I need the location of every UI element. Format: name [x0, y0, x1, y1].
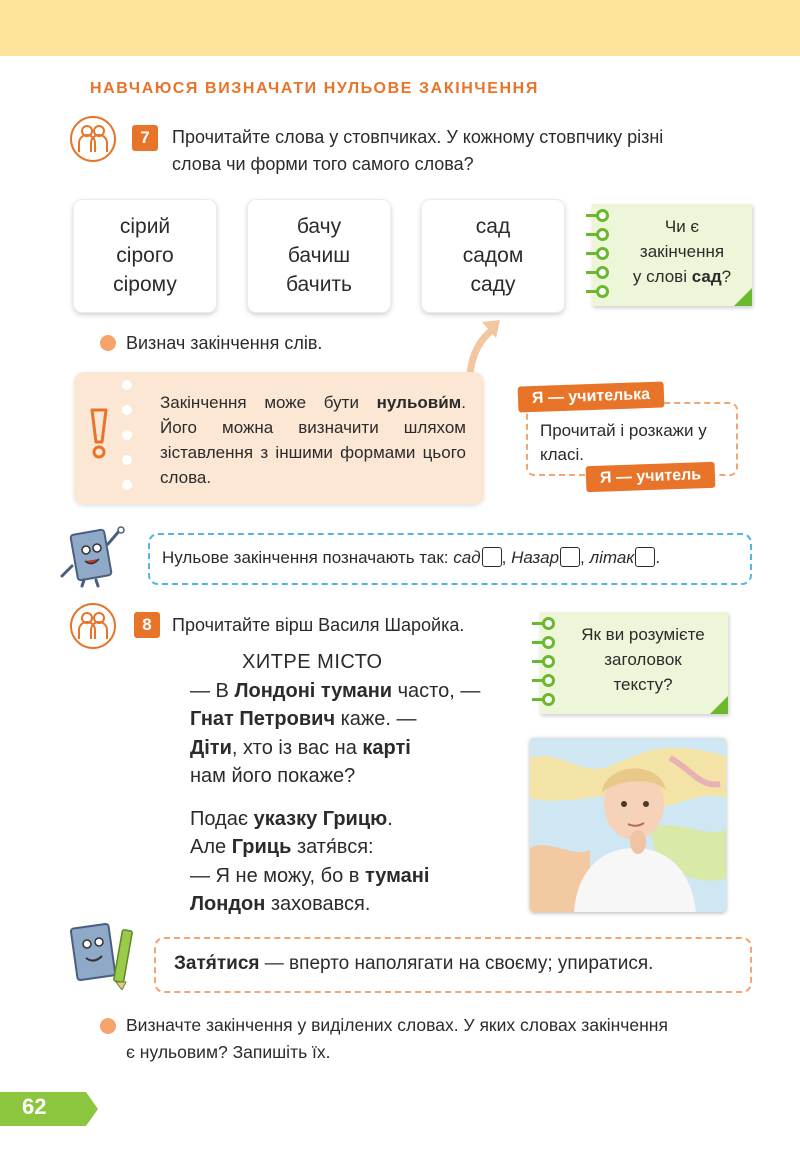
note-text: ?	[721, 267, 732, 286]
example-word: літак	[589, 548, 635, 567]
book-mascot-icon	[58, 526, 130, 588]
word-card-siryi	[74, 200, 216, 312]
zero-ending-square	[560, 547, 580, 567]
final-task-text	[126, 1012, 668, 1066]
poem-text: , хто із вас на	[231, 736, 363, 759]
zero-ending-text	[162, 546, 660, 570]
card-word: бачить	[286, 273, 352, 296]
banner-teacher-male: Я — учитель	[586, 462, 716, 492]
page-number: 62	[22, 1094, 47, 1119]
card-word: сад	[475, 215, 511, 238]
note-line: тексту?	[613, 675, 673, 694]
pair-work-icon	[70, 116, 116, 162]
rule-text-part: . Його можна визначити шляхом зіставлення з іншими формами цього слова.	[160, 393, 466, 487]
definition-term: Затя́тися	[174, 953, 260, 974]
final-task-line: є нульовим? Запишіть їх.	[126, 1042, 331, 1062]
separator: ,	[580, 548, 590, 567]
question-note-title-text	[562, 622, 724, 697]
example-word: сад	[453, 548, 481, 567]
zero-ending-intro: Нульове закінчення позначають так:	[162, 548, 454, 567]
zero-ending-square	[635, 547, 655, 567]
curved-arrow-icon	[462, 316, 506, 376]
poem-text: .	[387, 807, 393, 830]
note-rings	[532, 614, 562, 714]
poem-text: часто, —	[392, 679, 481, 702]
zero-ending-square	[482, 547, 502, 567]
top-band	[0, 0, 800, 56]
task-8-number: 8	[134, 612, 160, 638]
poem-bold: Гнат Петрович	[190, 708, 336, 730]
bullet-dot	[100, 335, 116, 351]
card-word: бачиш	[287, 244, 351, 267]
poem-bold: Діти	[190, 736, 232, 759]
definition-explanation: — вперто наполягати на своєму; упиратися.	[259, 953, 654, 974]
poem-bold: карті	[362, 736, 411, 759]
bullet-dot	[100, 1018, 116, 1034]
final-task-line: Визначте закінчення у виділених словах. У яких словах закінчення	[126, 1015, 668, 1035]
poem-text: каже. —	[335, 708, 417, 730]
stanza-gap	[190, 791, 510, 805]
task-8-text: Прочитайте вірш Василя Шаройка.	[172, 615, 465, 635]
card-word: сірий	[119, 215, 171, 238]
note-fold-icon	[710, 696, 728, 714]
poem-line	[190, 705, 510, 734]
poem-text: заховався.	[265, 893, 371, 915]
rule-text-part: Закінчення може бути	[160, 393, 377, 412]
card-word: саду	[470, 273, 516, 296]
note-line: закінчення	[639, 242, 725, 261]
note-line: Чи є	[664, 217, 700, 236]
poem-bold: тумані	[364, 864, 430, 887]
task-7-number: 7	[132, 125, 158, 151]
poem-line	[190, 862, 510, 891]
book-pencil-mascot-icon	[62, 920, 142, 990]
poem-line	[190, 890, 510, 919]
poem-text: — В	[190, 679, 235, 702]
teacher-note-text: Прочитай і розкажи у класі.	[540, 421, 707, 464]
card-word: садом	[462, 244, 524, 267]
page-number-band	[0, 1092, 98, 1126]
period: .	[655, 548, 661, 567]
rule-bold-term: нульови́м	[376, 393, 462, 412]
rule-text	[160, 390, 466, 490]
poem	[190, 648, 510, 919]
note-fold-icon	[734, 288, 752, 306]
poem-bold: Лондоні тумани	[234, 679, 393, 702]
word-card-bachu	[248, 200, 390, 312]
poem-title: ХИТРЕ МІСТО	[242, 651, 383, 673]
poem-bold: Лондон	[190, 893, 266, 915]
card-word: сірому	[113, 273, 177, 296]
example-word: Назар	[511, 548, 560, 567]
poem-text: — Я не можу, бо в	[190, 864, 365, 887]
banner-teacher-female: Я — учителька	[518, 381, 665, 412]
note-bold-word: сад	[691, 267, 722, 286]
poem-text: Подає	[190, 807, 254, 830]
note-rings	[586, 206, 616, 306]
task-7-line-2: слова чи форми того самого слова?	[172, 154, 474, 174]
poem-text: затя́вся:	[291, 836, 374, 858]
word-card-sad	[422, 200, 564, 312]
poem-line	[190, 833, 510, 862]
task-7-line-1: Прочитайте слова у стовпчиках. У кожному стовпчику різні	[172, 127, 664, 147]
definition-text	[174, 951, 653, 977]
poem-text: Але	[190, 836, 232, 858]
section-title: НАВЧАЮСЯ ВИЗНАЧАТИ НУЛЬОВЕ ЗАКІНЧЕННЯ	[90, 80, 539, 97]
task-7-text	[172, 124, 663, 178]
poem-line	[190, 805, 510, 834]
poem-bold: Гриць	[231, 836, 292, 858]
define-endings-text: Визнач закінчення слів.	[126, 333, 323, 353]
card-word: сірого	[116, 244, 174, 267]
note-line: заголовок	[604, 650, 682, 669]
question-note-sad-text	[616, 214, 748, 289]
poem-line	[190, 734, 510, 763]
exclamation-icon	[88, 408, 110, 460]
poem-line	[190, 677, 510, 706]
note-line	[616, 264, 748, 289]
note-line: Як ви розумієте	[581, 625, 705, 644]
note-text: у слові	[632, 267, 692, 286]
pair-work-icon	[70, 603, 116, 649]
separator: ,	[501, 548, 512, 567]
card-word: бачу	[296, 215, 342, 238]
rule-box-dots	[122, 378, 134, 502]
boy-map-photo	[530, 738, 726, 912]
poem-line: нам його покаже?	[190, 765, 356, 787]
poem-bold: указку Грицю	[253, 807, 388, 830]
